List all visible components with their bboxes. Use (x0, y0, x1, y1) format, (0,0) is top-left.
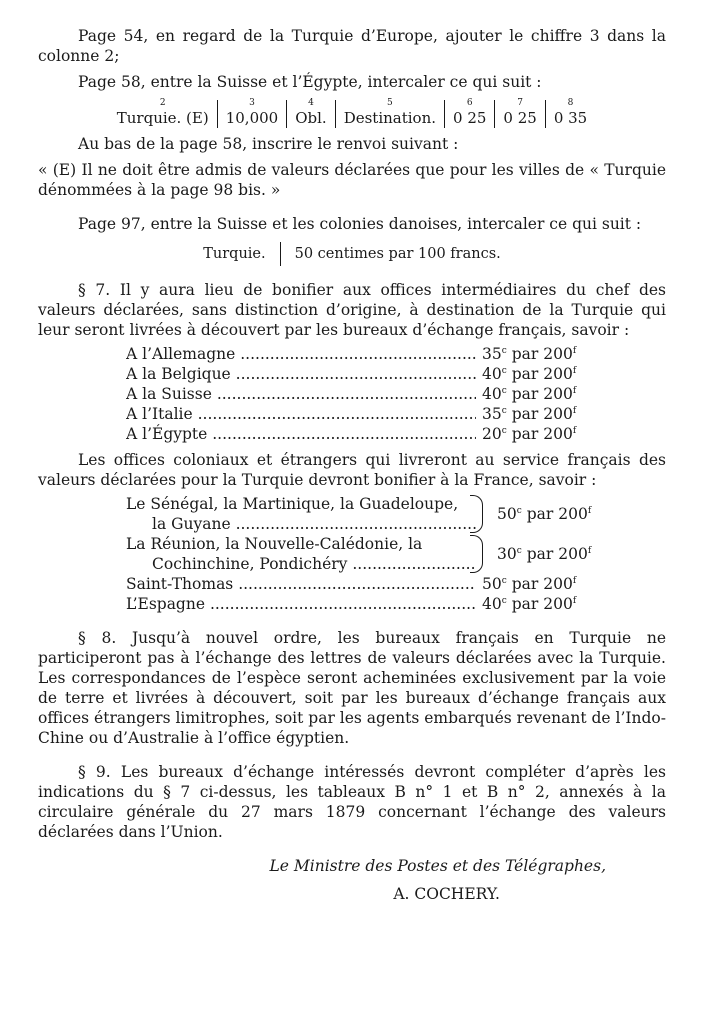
list-item (126, 364, 666, 384)
page-97-country: Turquie. (203, 246, 266, 262)
rate-country: Saint-Thomas ..... (126, 574, 476, 594)
column-number: 5 (386, 98, 393, 108)
column-divider (286, 100, 287, 128)
page-97-table (38, 242, 666, 266)
table-cell (548, 98, 593, 128)
column-divider (335, 100, 336, 128)
column-value: Turquie. (E) (116, 109, 209, 127)
paragraph-page-58: Page 58, entre la Suisse et l’Égypte, intercaler ce qui suit : (78, 73, 542, 91)
column-number: 6 (466, 98, 473, 108)
list-item (126, 384, 666, 404)
rate-country: A l’Égypte ..... (126, 424, 476, 444)
list-item (126, 344, 666, 364)
list-item (126, 404, 666, 424)
rate-country: A la Suisse ..... (126, 384, 476, 404)
list-item (126, 534, 666, 574)
rate-value: 50$^c$ par 200$^f$ (497, 505, 592, 523)
rate-country-group (126, 494, 476, 534)
paragraph-page-58-bottom: Au bas de la page 58, inscrire le renvoi suivant : (78, 135, 459, 153)
rate-country-group (126, 534, 476, 574)
paragraph-page-97: Page 97, entre la Suisse et les colonies danoises, intercaler ce qui suit : (78, 215, 642, 233)
rates-list-intermediaires (126, 344, 666, 444)
list-item (126, 424, 666, 444)
rate-country: la Guyane ..... (126, 514, 476, 534)
rate-value: 40$^c$ par 200$^f$ (482, 385, 577, 403)
brace (470, 535, 483, 573)
column-value: Destination. (343, 109, 437, 127)
brace (470, 495, 483, 533)
paragraph-section-8: § 8. Jusqu’à nouvel ordre, les bureaux français en Turquie ne participeront pas à l’échange des lettres de valeurs déclarées avec la Turquie. Les correspondances de l’espèce seront acheminées exclusivement par la voie de terre et livrées à découvert, soit par les bureaux d’échange français aux offices étrangers limitrophes, soit par les agents embarqués revenant de l’Indo-Chine ou d’Australie à l’office égyptien. (38, 629, 666, 747)
table-cell (220, 98, 285, 128)
rate-value: 40$^c$ par 200$^f$ (482, 595, 577, 613)
paragraph-page-54: Page 54, en regard de la Turquie d’Europe, ajouter le chiffre 3 dans la colonne 2; (38, 27, 666, 65)
list-item (126, 574, 666, 594)
column-table (38, 98, 666, 128)
rates-list-offices (126, 494, 666, 614)
paragraph-offices: Les offices coloniaux et étrangers qui livreront au service français des valeurs déclarées pour la Turquie devront bonifier à la France, savoir : (38, 451, 666, 489)
column-number: 4 (308, 98, 314, 108)
rate-country: A l’Allemagne ..... (126, 344, 476, 364)
rate-country: L’Espagne ..... (126, 594, 476, 614)
rate-value: 35$^c$ par 200$^f$ (482, 405, 577, 423)
list-item (126, 594, 666, 614)
table-cell (289, 98, 332, 128)
column-value: 10,000 (225, 109, 279, 127)
column-divider (217, 100, 218, 128)
rate-country: Cochinchine, Pondichéry ..... (126, 554, 476, 574)
table-cell (338, 98, 442, 128)
signature-name: A. COCHERY. (393, 885, 500, 903)
page-97-rate: 50 centimes par 100 francs. (294, 246, 501, 262)
rate-value: 20$^c$ par 200$^f$ (482, 425, 577, 443)
rate-country: A l’Italie ..... (126, 404, 476, 424)
table-cell (447, 98, 492, 128)
list-item (126, 494, 666, 534)
paragraph-section-9: § 9. Les bureaux d’échange intéressés devront compléter d’après les indications du § 7 ci-dessus, les tableaux B n° 1 et B n° 2, annexés à la circulaire générale du 27 mars 1879 concernant l’échange des valeurs déclarées dans l’Union. (38, 763, 666, 841)
rate-value: 35$^c$ par 200$^f$ (482, 345, 577, 363)
column-value: 0 25 (503, 109, 537, 127)
table-cell (111, 98, 215, 128)
column-number: 3 (249, 98, 255, 108)
column-value: 0 25 (453, 109, 487, 127)
column-number: 8 (567, 98, 574, 108)
rate-value: 40$^c$ par 200$^f$ (482, 365, 577, 383)
column-divider (280, 242, 281, 266)
rate-country: Le Sénégal, la Martinique, la Guadeloupe, (126, 495, 459, 513)
column-number: 7 (517, 98, 523, 108)
rate-value: 50$^c$ par 200$^f$ (482, 575, 577, 593)
column-divider (545, 100, 546, 128)
column-divider (444, 100, 445, 128)
footnote-renvoi: « (E) Il ne doit être admis de valeurs déclarées que pour les villes de « Turquie dénommées à la page 98 bis. » (38, 161, 666, 199)
rate-value: 30$^c$ par 200$^f$ (497, 545, 592, 563)
rate-country: A la Belgique ..... (126, 364, 476, 384)
signature-title: Le Ministre des Postes et des Télégraphes, (269, 857, 606, 875)
column-value: Obl. (295, 109, 327, 127)
paragraph-section-7: § 7. Il y aura lieu de bonifier aux offices intermédiaires du chef des valeurs déclarées, sans distinction d’origine, à destination de la Turquie qui leur seront livrées à découvert par les bureaux d’échange français, savoir : (38, 281, 666, 339)
table-cell (497, 98, 542, 128)
column-number: 2 (159, 98, 166, 108)
rate-country: La Réunion, la Nouvelle-Calédonie, la (126, 535, 423, 553)
column-divider (494, 100, 495, 128)
column-value: 0 35 (553, 109, 588, 127)
